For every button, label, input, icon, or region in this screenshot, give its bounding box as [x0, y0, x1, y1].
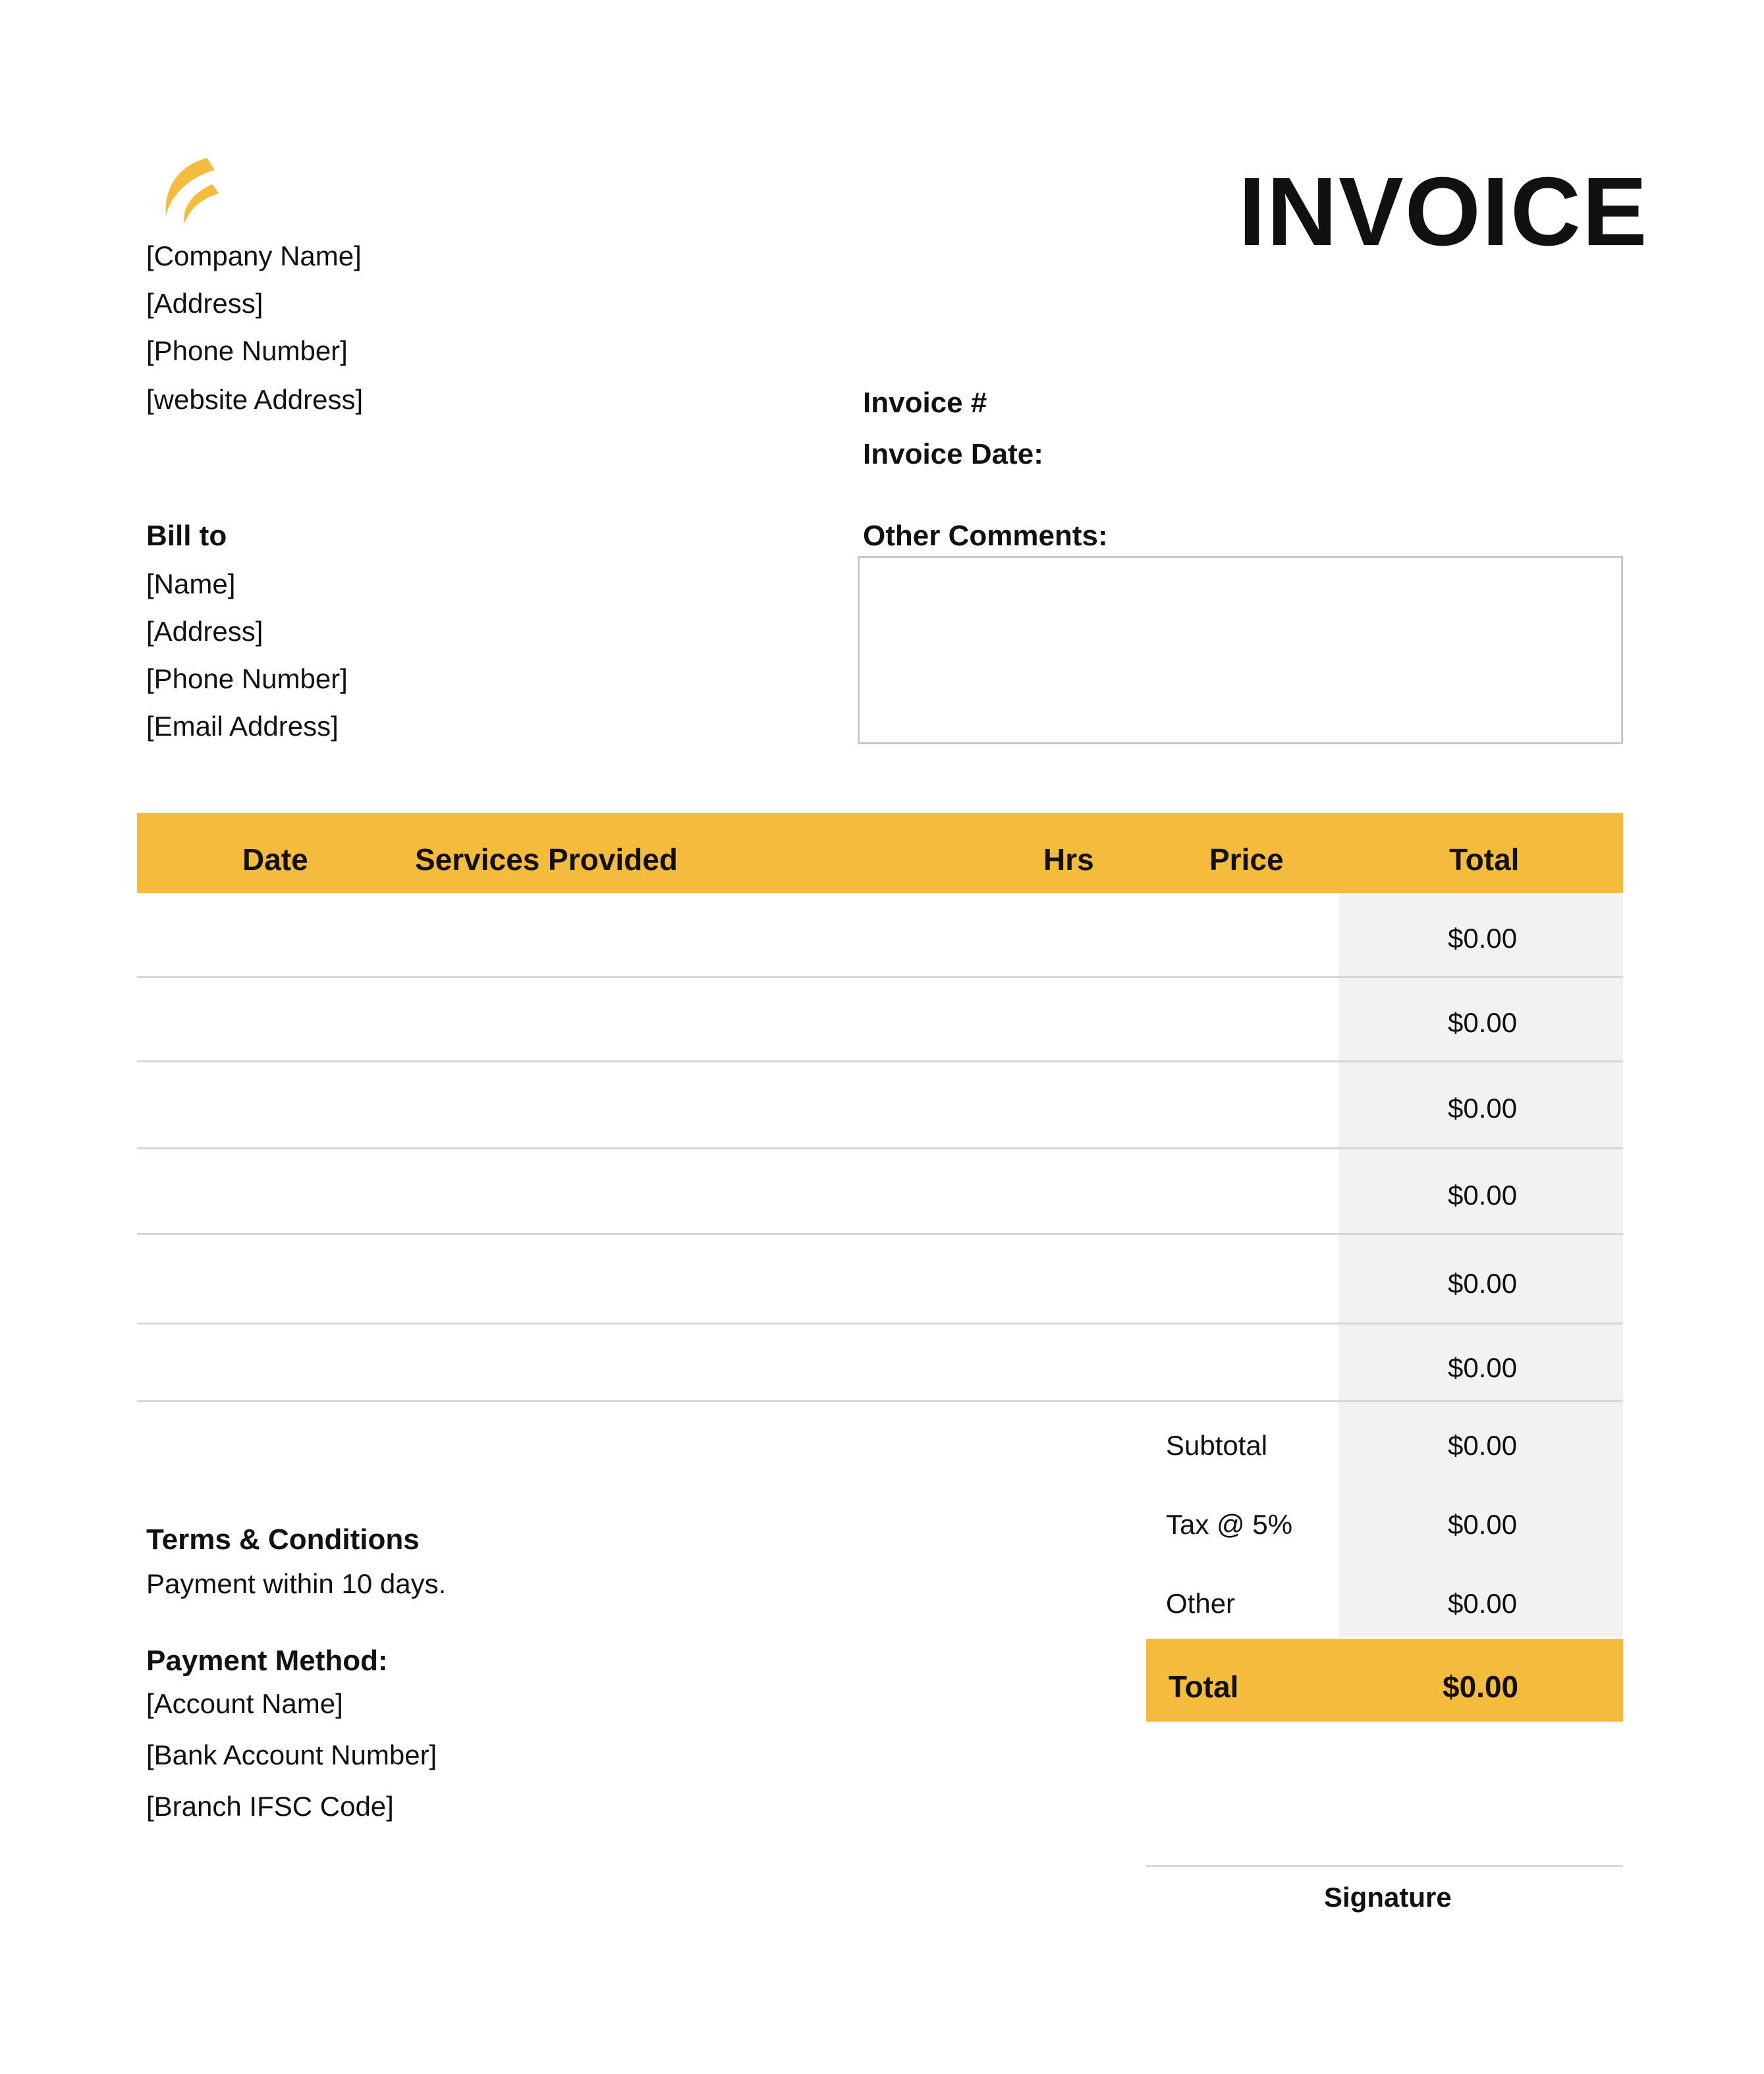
- payment-heading: Payment Method:: [146, 1645, 388, 1677]
- row-total: $0.00: [1448, 923, 1518, 954]
- bill-to-heading: Bill to: [146, 520, 227, 552]
- bill-to-name: [Name]: [146, 568, 236, 599]
- bill-to-address: [Address]: [146, 616, 263, 647]
- signature-label: Signature: [1324, 1882, 1452, 1913]
- row-divider: [137, 1147, 1623, 1149]
- row-divider: [137, 1323, 1623, 1324]
- row-divider: [137, 1400, 1623, 1402]
- row-total: $0.00: [1448, 1268, 1518, 1299]
- company-logo-icon: [155, 155, 219, 227]
- invoice-date-label: Invoice Date:: [863, 438, 1043, 470]
- comments-field[interactable]: [858, 556, 1623, 744]
- column-header-price: Price: [1209, 842, 1284, 877]
- terms-heading: Terms & Conditions: [146, 1523, 420, 1556]
- grand-total-value: $0.00: [1443, 1670, 1519, 1704]
- row-divider: [137, 1060, 1623, 1062]
- signature-line: [1146, 1865, 1623, 1867]
- company-address: [Address]: [146, 288, 263, 319]
- invoice-title: INVOICE: [1238, 157, 1649, 266]
- company-website: [website Address]: [146, 384, 364, 415]
- other-label: Other: [1166, 1588, 1236, 1619]
- subtotal-label: Subtotal: [1166, 1430, 1268, 1461]
- grand-total-label: Total: [1169, 1670, 1239, 1704]
- column-header-services: Services Provided: [415, 842, 678, 877]
- tax-label: Tax @ 5%: [1166, 1509, 1293, 1540]
- row-total: $0.00: [1448, 1007, 1518, 1038]
- company-phone: [Phone Number]: [146, 335, 348, 366]
- payment-bank-account: [Bank Account Number]: [146, 1739, 437, 1770]
- company-name: [Company Name]: [146, 240, 362, 271]
- column-header-date: Date: [242, 842, 308, 877]
- table-header: [137, 813, 1623, 893]
- terms-text: Payment within 10 days.: [146, 1568, 447, 1599]
- comments-label: Other Comments:: [863, 520, 1108, 552]
- payment-ifsc: [Branch IFSC Code]: [146, 1791, 394, 1822]
- row-divider: [137, 1233, 1623, 1235]
- subtotal-value: $0.00: [1448, 1430, 1518, 1461]
- row-total: $0.00: [1448, 1180, 1518, 1211]
- bill-to-email: [Email Address]: [146, 711, 339, 742]
- row-total: $0.00: [1448, 1352, 1518, 1383]
- row-total: $0.00: [1448, 1093, 1518, 1124]
- column-header-total: Total: [1449, 842, 1520, 877]
- bill-to-phone: [Phone Number]: [146, 663, 348, 694]
- tax-value: $0.00: [1448, 1509, 1518, 1540]
- payment-account-name: [Account Name]: [146, 1688, 343, 1719]
- other-value: $0.00: [1448, 1588, 1518, 1619]
- invoice-number-label: Invoice #: [863, 387, 987, 419]
- column-header-hrs: Hrs: [1043, 842, 1094, 877]
- row-divider: [137, 976, 1623, 978]
